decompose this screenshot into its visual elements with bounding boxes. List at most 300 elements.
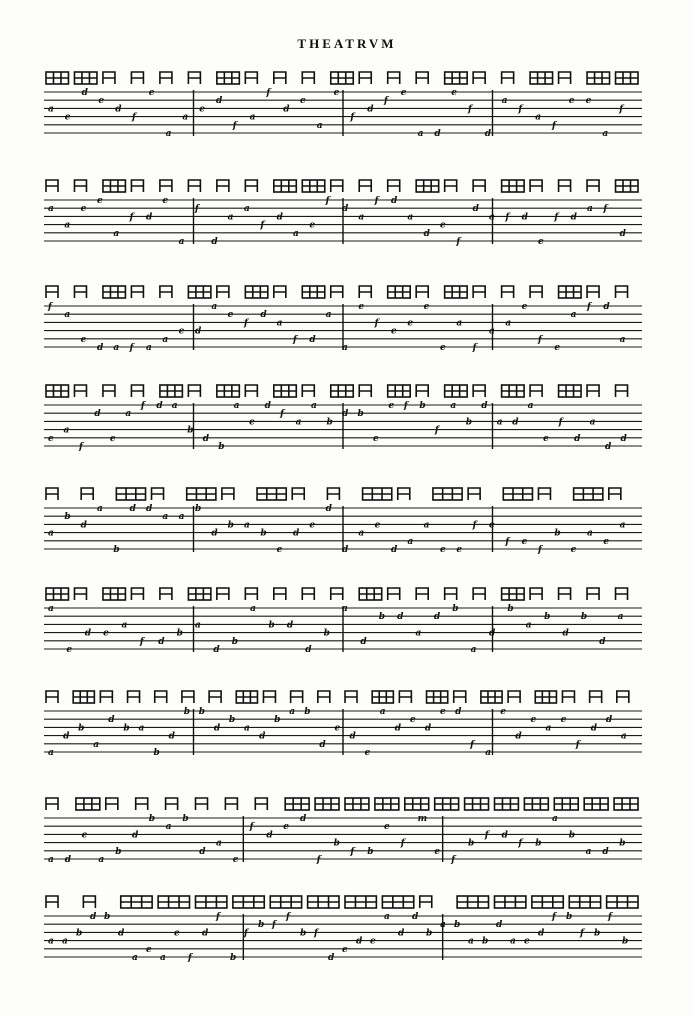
rhythm-flag xyxy=(152,488,164,500)
tab-letter: d xyxy=(211,528,218,539)
tab-letter: e xyxy=(440,545,446,555)
tab-letter: a xyxy=(63,425,70,436)
tab-letter: d xyxy=(412,912,419,922)
tab-letter: d xyxy=(216,96,223,107)
tab-letter: a xyxy=(171,401,178,411)
tab-letter: e xyxy=(364,748,371,758)
rhythm-flag xyxy=(291,691,303,703)
tab-letter: f xyxy=(286,912,290,922)
tab-letter: a xyxy=(470,645,477,655)
tab-letter: d xyxy=(286,620,294,631)
tab-letter: f xyxy=(293,334,297,345)
tab-letter: f xyxy=(129,343,134,353)
tab-letter: d xyxy=(266,830,273,841)
rhythm-flag-grid xyxy=(503,488,532,500)
tab-letter: b xyxy=(228,715,236,726)
rhythm-flag-grid xyxy=(257,488,286,500)
tab-letter: a xyxy=(585,846,592,857)
tab-letter: d xyxy=(356,936,363,947)
rhythm-flag xyxy=(587,286,599,298)
rhythm-flag xyxy=(562,691,574,703)
tab-letter: f xyxy=(518,104,523,115)
rhythm-flag xyxy=(46,798,58,810)
tab-letter: a xyxy=(570,310,577,321)
rhythm-flag-grid xyxy=(457,896,488,908)
tab-letter: e xyxy=(530,715,537,726)
tab-letter: d xyxy=(146,504,153,514)
rhythm-flag xyxy=(225,798,237,810)
tab-letter: a xyxy=(342,604,348,614)
rhythm-flag xyxy=(245,588,257,600)
tab-letter: a xyxy=(407,536,414,547)
rhythm-flag-grid xyxy=(233,896,264,908)
tab-letter: d xyxy=(276,212,283,223)
rhythm-flag xyxy=(616,385,628,397)
rhythm-flag xyxy=(274,588,286,600)
tab-letter: f xyxy=(558,417,563,428)
rhythm-flag-grid xyxy=(345,798,369,810)
tab-letter: e xyxy=(283,822,289,833)
tab-letter: d xyxy=(94,409,101,420)
tab-letter: d xyxy=(481,401,488,411)
rhythm-flag-grid xyxy=(530,72,552,84)
tab-letter: a xyxy=(407,212,414,223)
tab-letter: a xyxy=(620,731,627,742)
tab-letter: b xyxy=(153,748,160,758)
rhythm-flag xyxy=(302,588,314,600)
tab-letter: e xyxy=(409,715,416,726)
rhythm-flag xyxy=(331,180,343,192)
rhythm-flag xyxy=(196,798,208,810)
tab-letter: b xyxy=(594,928,601,939)
rhythm-flag xyxy=(473,180,485,192)
rhythm-flag xyxy=(188,385,200,397)
tab-letter: e xyxy=(372,433,379,444)
tab-letter: d xyxy=(360,636,367,647)
tab-letter: b xyxy=(535,838,542,849)
tab-letter: b xyxy=(468,838,475,849)
rhythm-flag xyxy=(359,180,371,192)
tab-letter: a xyxy=(216,838,222,849)
tab-letter: d xyxy=(325,504,332,514)
rhythm-flag-grid xyxy=(616,180,638,192)
rhythm-flag xyxy=(103,385,115,397)
tab-letter: a xyxy=(113,228,120,239)
tab-letter: d xyxy=(300,814,307,824)
rhythm-flag-grid xyxy=(495,798,519,810)
tab-letter: d xyxy=(115,104,122,115)
tablature-system xyxy=(44,286,642,353)
tab-letter: b xyxy=(580,612,588,623)
rhythm-flag xyxy=(160,72,172,84)
tab-letter: b xyxy=(260,528,267,539)
rhythm-flag xyxy=(359,286,371,298)
rhythm-flag xyxy=(131,588,143,600)
tab-letter: d xyxy=(515,731,522,742)
rhythm-flag xyxy=(245,180,257,192)
tab-letter: a xyxy=(195,620,201,631)
tab-letter: b xyxy=(300,928,307,939)
tab-letter: m xyxy=(417,814,428,824)
rhythm-flag xyxy=(473,72,485,84)
rhythm-flag xyxy=(468,488,480,500)
tab-letter: d xyxy=(90,912,97,922)
rhythm-flag xyxy=(160,180,172,192)
tab-letter: a xyxy=(501,96,508,107)
tab-letter: d xyxy=(423,228,430,239)
tab-letter: d xyxy=(84,628,92,639)
rhythm-flag-grid xyxy=(315,798,339,810)
rhythm-flag-grid xyxy=(116,488,145,500)
rhythm-flag xyxy=(83,896,95,908)
tab-letter: e xyxy=(521,536,528,547)
tab-letter: f xyxy=(554,212,559,223)
tab-letter: b xyxy=(115,846,122,857)
rhythm-flag xyxy=(416,385,428,397)
tab-letter: f xyxy=(434,425,439,436)
tab-letter: f xyxy=(505,212,510,223)
rhythm-flag xyxy=(217,588,229,600)
tab-letter: d xyxy=(97,343,104,353)
rhythm-flag-grid xyxy=(285,798,309,810)
tab-letter: a xyxy=(295,417,302,428)
rhythm-flag xyxy=(359,385,371,397)
tab-letter: a xyxy=(48,528,54,539)
tab-letter: e xyxy=(440,343,446,353)
tab-letter: f xyxy=(587,302,591,312)
tab-letter: a xyxy=(160,953,166,963)
tab-letter: d xyxy=(342,204,349,215)
tab-letter: b xyxy=(333,838,340,849)
tab-letter: f xyxy=(244,318,248,329)
rhythm-flag-grid xyxy=(502,588,524,600)
tab-letter: a xyxy=(227,212,234,223)
tab-letter: b xyxy=(426,928,433,939)
rhythm-flag-grid xyxy=(372,691,393,703)
tab-letter: e xyxy=(560,715,567,726)
tab-letter: a xyxy=(233,401,240,411)
tab-letter: f xyxy=(468,104,472,115)
tab-letter: d xyxy=(602,846,609,857)
tab-letter: b xyxy=(218,442,225,452)
rhythm-flag xyxy=(74,588,86,600)
rhythm-flag xyxy=(398,488,410,500)
rhythm-flag xyxy=(74,180,86,192)
rhythm-flag-grid xyxy=(388,385,410,397)
rhythm-flag xyxy=(388,588,400,600)
rhythm-flag xyxy=(188,180,200,192)
tab-letter: a xyxy=(587,204,593,215)
tab-letter: e xyxy=(64,112,71,123)
rhythm-flag-grid xyxy=(375,798,399,810)
tab-letter: d xyxy=(512,417,519,428)
tab-letter: d xyxy=(156,401,163,411)
tab-letter: a xyxy=(450,401,457,411)
tab-letter: e xyxy=(538,237,544,247)
rhythm-flag xyxy=(530,588,542,600)
rhythm-flag xyxy=(416,72,428,84)
tab-letter: b xyxy=(482,936,489,947)
tab-letter: a xyxy=(342,343,348,353)
tab-letter: b xyxy=(323,628,330,639)
rhythm-flag-grid xyxy=(187,488,216,500)
tab-letter: e xyxy=(174,928,180,939)
rhythm-flag xyxy=(587,588,599,600)
rhythm-flag-grid xyxy=(103,588,125,600)
rhythm-flag-grid xyxy=(121,896,152,908)
tab-letter: d xyxy=(259,731,266,742)
tab-letter: f xyxy=(314,928,318,939)
tab-letter: b xyxy=(148,814,156,824)
tab-letter: d xyxy=(472,204,479,215)
tab-letter: b xyxy=(187,425,194,436)
tab-letter: d xyxy=(394,723,402,734)
rhythm-flag xyxy=(155,691,167,703)
rhythm-flag xyxy=(559,588,571,600)
tab-letter: b xyxy=(568,830,576,841)
rhythm-flag xyxy=(454,691,466,703)
tab-letter: b xyxy=(78,723,85,734)
tab-letter: d xyxy=(605,442,612,452)
tab-letter: d xyxy=(433,612,441,623)
tab-letter: a xyxy=(293,228,299,239)
rhythm-flag xyxy=(327,488,339,500)
rhythm-flag xyxy=(217,286,229,298)
rhythm-flag xyxy=(473,588,485,600)
tab-letter: d xyxy=(391,196,398,206)
rhythm-flag xyxy=(530,180,542,192)
tab-letter: f xyxy=(232,120,237,131)
rhythm-flag-grid xyxy=(302,286,324,298)
tab-letter: e xyxy=(434,846,441,857)
rhythm-flag-grid xyxy=(532,896,563,908)
tab-letter: e xyxy=(543,433,549,444)
tab-letter: a xyxy=(64,220,71,231)
tab-letter: d xyxy=(293,528,300,539)
rhythm-flag-grid xyxy=(574,488,603,500)
tab-letter: e xyxy=(334,723,341,734)
tab-letter: f xyxy=(188,953,192,963)
tab-letter: f xyxy=(619,104,624,115)
tab-letter: f xyxy=(384,96,388,107)
rhythm-flag xyxy=(255,798,267,810)
rhythm-flag-grid xyxy=(416,180,438,192)
tab-letter: e xyxy=(309,220,316,231)
tab-letter: e xyxy=(109,433,116,444)
tab-letter: e xyxy=(80,204,87,215)
tab-letter: f xyxy=(403,401,408,411)
tab-letter: f xyxy=(139,636,144,647)
tab-letter: a xyxy=(98,855,105,865)
tab-letter: f xyxy=(580,928,584,939)
rhythm-flag xyxy=(416,588,428,600)
tab-letter: d xyxy=(319,739,326,750)
tab-letter: a xyxy=(244,204,250,215)
rhythm-flag-grid xyxy=(331,72,353,84)
rhythm-flag-grid xyxy=(188,286,210,298)
tab-letter: b xyxy=(454,920,461,931)
tab-letter: a xyxy=(325,310,332,321)
tab-letter: a xyxy=(311,401,317,411)
tab-letter: b xyxy=(182,814,189,824)
tab-letter: a xyxy=(316,120,323,131)
tab-letter: a xyxy=(619,520,626,531)
tab-letter: d xyxy=(146,212,153,223)
tab-letter: f xyxy=(400,838,405,849)
tab-letter: a xyxy=(589,417,596,428)
tab-letter: a xyxy=(289,707,296,717)
tab-letter: b xyxy=(76,928,83,939)
tab-letter: d xyxy=(283,104,290,115)
tab-letter: d xyxy=(484,129,492,139)
rhythm-flag xyxy=(245,385,257,397)
tablature-system xyxy=(44,385,642,452)
tab-letter: d xyxy=(455,707,462,717)
tab-letter: f xyxy=(280,409,284,420)
tab-letter: a xyxy=(121,620,128,631)
tab-letter: b xyxy=(326,417,333,428)
tab-letter: d xyxy=(489,628,496,639)
tab-letter: a xyxy=(602,129,609,139)
tab-letter: d xyxy=(521,212,528,223)
rhythm-flag-grid xyxy=(308,896,339,908)
rhythm-flag xyxy=(46,286,58,298)
rhythm-flag-grid xyxy=(196,896,227,908)
tab-letter: a xyxy=(619,334,626,345)
tab-letter: e xyxy=(423,302,430,312)
rhythm-flag xyxy=(388,180,400,192)
tab-letter: d xyxy=(570,212,577,223)
rhythm-flag xyxy=(217,180,229,192)
tab-letter: e xyxy=(98,96,105,107)
tab-letter: f xyxy=(505,536,510,547)
tab-letter: e xyxy=(178,326,185,337)
tab-letter: f xyxy=(472,343,477,353)
tab-letter: b xyxy=(304,707,311,717)
rhythm-flag-grid xyxy=(359,588,381,600)
tab-letter: d xyxy=(619,228,626,239)
tab-letter: f xyxy=(552,912,556,922)
rhythm-flag xyxy=(359,72,371,84)
rhythm-flag xyxy=(508,691,520,703)
rhythm-flag xyxy=(345,691,357,703)
tab-letter: f xyxy=(538,334,542,345)
tab-letter: e xyxy=(148,88,155,98)
rhythm-flag xyxy=(416,286,428,298)
rhythm-flag-grid xyxy=(587,72,609,84)
rhythm-flag-grid xyxy=(524,798,548,810)
tab-letter: e xyxy=(456,545,463,555)
tab-letter: f xyxy=(140,401,145,411)
rhythm-flag xyxy=(263,691,275,703)
tab-letter: a xyxy=(525,620,532,631)
tab-letter: e xyxy=(585,96,592,107)
rhythm-flag-grid xyxy=(614,798,638,810)
tab-letter: d xyxy=(496,920,503,931)
tab-letter: e xyxy=(309,520,316,531)
tab-letter: e xyxy=(370,936,376,947)
tab-letter: d xyxy=(599,636,606,647)
rhythm-flag xyxy=(274,286,286,298)
tab-letter: a xyxy=(617,612,624,623)
rhythm-flag xyxy=(530,385,542,397)
tab-letter: e xyxy=(333,88,340,98)
tab-letter: e xyxy=(384,822,390,833)
tab-letter: e xyxy=(407,318,414,329)
rhythm-flag xyxy=(502,72,514,84)
tab-letter: e xyxy=(199,104,205,115)
tab-letter: f xyxy=(350,112,355,123)
tab-letter: e xyxy=(489,520,495,531)
tab-letter: a xyxy=(505,318,512,329)
tab-letter: a xyxy=(48,855,54,865)
rhythm-flag-grid xyxy=(217,72,239,84)
rhythm-flag-grid xyxy=(559,385,581,397)
tab-letter: a xyxy=(64,310,71,321)
tab-letter: e xyxy=(80,334,87,345)
tab-letter: b xyxy=(268,620,275,631)
rhythm-flag-grid xyxy=(607,896,638,908)
tab-letter: a xyxy=(250,604,256,614)
rhythm-flag-grid xyxy=(382,896,413,908)
tab-letter: f xyxy=(48,302,52,312)
tab-letter: d xyxy=(590,723,598,734)
tab-letter: d xyxy=(501,830,508,841)
tablature-system xyxy=(44,180,642,247)
rhythm-flag-grid xyxy=(502,180,524,192)
rhythm-flag-grid xyxy=(103,286,125,298)
tab-letter: a xyxy=(244,723,250,734)
tablature-system xyxy=(44,488,642,555)
rhythm-flag xyxy=(100,691,112,703)
tab-letter: d xyxy=(620,433,627,444)
tab-letter: f xyxy=(470,739,475,750)
tab-letter: a xyxy=(162,512,169,523)
tab-letter: b xyxy=(566,912,573,922)
tab-letter: d xyxy=(108,715,115,726)
tab-letter: e xyxy=(232,855,239,865)
tab-letter: d xyxy=(574,433,581,444)
rhythm-flag-grid xyxy=(388,286,410,298)
tab-letter: d xyxy=(81,88,88,98)
tab-letter: f xyxy=(132,112,136,123)
rhythm-flag xyxy=(292,488,304,500)
tab-letter: e xyxy=(388,401,395,411)
tab-letter: f xyxy=(216,912,220,922)
tab-letter: e xyxy=(440,220,446,231)
tab-letter: b xyxy=(465,417,473,428)
tab-letter: a xyxy=(48,604,54,614)
tab-letter: f xyxy=(538,545,542,555)
tab-letter: e xyxy=(81,830,88,841)
tab-letter: a xyxy=(182,112,189,123)
tab-letter: a xyxy=(211,302,218,312)
tab-letter: f xyxy=(78,442,83,452)
tab-letter: e xyxy=(524,936,530,947)
tab-letter: d xyxy=(397,612,404,623)
rhythm-flag xyxy=(590,691,602,703)
rhythm-flag xyxy=(420,896,432,908)
rhythm-flag-grid xyxy=(433,488,462,500)
tab-letter: a xyxy=(417,129,424,139)
tab-letter: e xyxy=(400,88,407,98)
rhythm-flag-grid xyxy=(569,896,600,908)
tab-letter: e xyxy=(103,628,109,639)
rhythm-flag-grid xyxy=(274,385,296,397)
tab-letter: d xyxy=(391,545,398,555)
rhythm-flag xyxy=(302,385,314,397)
tab-letter: b xyxy=(230,953,237,963)
